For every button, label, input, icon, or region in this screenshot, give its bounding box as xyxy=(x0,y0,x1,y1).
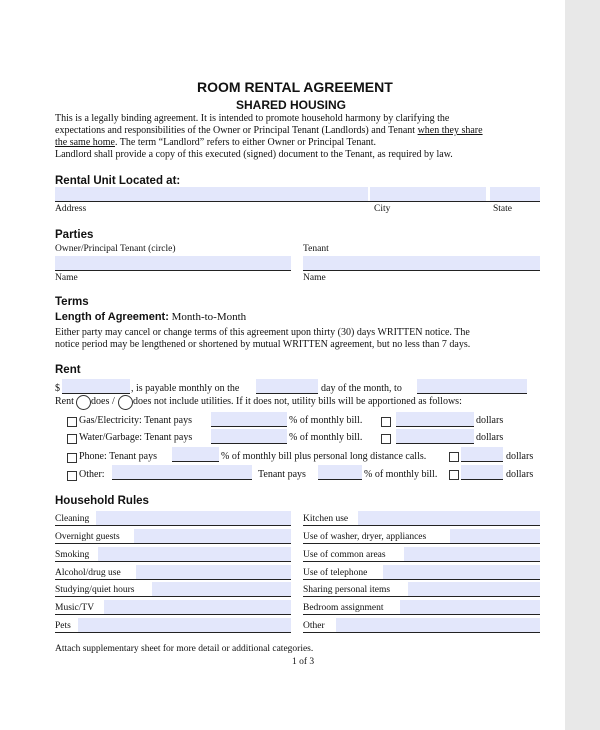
phone-label: Phone: Tenant pays xyxy=(79,451,157,462)
address-input[interactable] xyxy=(55,187,368,201)
other-dollars-checkbox[interactable] xyxy=(449,470,459,480)
intro-line-2: expectations and responsibilities of the Owner or Principal Tenant (Landlords) and Tenant when they share xyxy=(55,125,483,136)
viewer-side-strip xyxy=(565,0,600,730)
rule-label-pets: Pets xyxy=(55,621,71,631)
gas-dollars-input[interactable] xyxy=(396,412,474,426)
water-dollars-label: dollars xyxy=(476,432,504,443)
day-of-month-text: day of the month, to xyxy=(321,383,402,394)
rule-label-bedroom: Bedroom assignment xyxy=(303,603,384,613)
phone-percent-input[interactable] xyxy=(172,447,219,461)
rule-label-other: Other xyxy=(303,621,325,631)
document-page: ROOM RENTAL AGREEMENT SHARED HOUSING This is a legally binding agreement. It is intended to promote household harmony by clarifying the expectations and responsibilities of the Owner or Principal Tenant (Landlords) and Tenant when they share the same home. The term “Landlord” refers to either Owner or Principal Tenant. Landlord shall provide a copy of this executed (signed) document to the Tenant, as required by law. Rental Unit Located at: Address City State Parties Owner/Principal Tenant (circle) Tenant Name Name Terms Length of Agreement: Month-to-Month Either party may cancel or change terms of this agreement upon thirty (30) days WRITTEN notice. The notice period may be lengthened or shortened by mutual WRITTEN agreement, but no less than 7 days. Rent $ , is payable monthly on the day of the month, to Rent does / does not include utilities. If it does not, utility bills will be apportioned as follows: Gas/Electricity: Tenant pays % of monthly bill. dollars Water/Garbage: Tenant pays % of monthly bill. dollars Phone: Tenant pays % of monthly bill plus personal long distance calls. dollars Other: Tenant pays % of monthly bill. dollars Household Rules Cleaning Kitchen use Overnight guests Use of washer, dryer, appliances Smoking Use of common areas Alcohol/drug use Use of telephone Studying/quiet hours Sharing personal items Music/TV Bedroom assignment Pets Other Attach supplementary sheet for more detail or additional categories. 1 of 3 xyxy=(0,0,565,730)
phone-checkbox[interactable] xyxy=(67,453,77,463)
water-dollars-checkbox[interactable] xyxy=(381,434,391,444)
water-percent-label: % of monthly bill. xyxy=(289,432,363,443)
state-input[interactable] xyxy=(490,187,540,201)
payable-text: , is payable monthly on the xyxy=(131,383,240,394)
phone-dollars-label: dollars xyxy=(506,451,534,462)
gas-percent-label: % of monthly bill. xyxy=(289,415,363,426)
owner-name-input[interactable] xyxy=(55,256,291,270)
page-number: 1 of 3 xyxy=(292,657,315,667)
owner-name-label: Name xyxy=(55,273,78,283)
rule-input-cleaning[interactable] xyxy=(96,511,291,525)
notice-line-2: notice period may be lengthened or shortened by mutual WRITTEN agreement, but no less than 7 days. xyxy=(55,339,471,350)
rule-label-kitchen-use: Kitchen use xyxy=(303,514,349,524)
owner-name-line xyxy=(55,270,291,271)
rule-label-telephone: Use of telephone xyxy=(303,568,368,578)
household-rules-heading: Household Rules xyxy=(55,495,149,507)
rule-input-bedroom[interactable] xyxy=(400,600,540,614)
phone-dollars-checkbox[interactable] xyxy=(449,452,459,462)
rent-amount-input[interactable] xyxy=(62,379,130,393)
rule-label-alcohol-drug: Alcohol/drug use xyxy=(55,568,121,578)
rule-label-studying: Studying/quiet hours xyxy=(55,585,135,595)
rule-label-music-tv: Music/TV xyxy=(55,603,95,613)
rule-label-smoking: Smoking xyxy=(55,550,90,560)
water-checkbox[interactable] xyxy=(67,434,77,444)
intro-line-1: This is a legally binding agreement. It is intended to promote household harmony by clarifying the xyxy=(55,113,450,124)
rent-does-circle[interactable] xyxy=(76,395,91,410)
rule-label-personal-items: Sharing personal items xyxy=(303,585,391,595)
rule-label-common-areas: Use of common areas xyxy=(303,550,386,560)
rent-payee-input[interactable] xyxy=(417,379,527,393)
state-label: State xyxy=(493,204,512,214)
attach-note: Attach supplementary sheet for more detail or additional categories. xyxy=(55,644,314,654)
rule-input-common-areas[interactable] xyxy=(404,547,540,561)
terms-heading: Terms xyxy=(55,296,89,308)
other-tenant-pays-label: Tenant pays xyxy=(258,469,306,480)
rule-input-personal-items[interactable] xyxy=(408,582,540,596)
rule-input-smoking[interactable] xyxy=(98,547,291,561)
rent-day-line xyxy=(256,393,318,394)
rental-unit-line xyxy=(55,201,540,202)
gas-dollars-label: dollars xyxy=(476,415,504,426)
gas-dollars-checkbox[interactable] xyxy=(381,417,391,427)
tenant-name-label: Name xyxy=(303,273,326,283)
parties-heading: Parties xyxy=(55,229,94,241)
rule-label-washer-dryer: Use of washer, dryer, appliances xyxy=(303,532,427,542)
intro-line-3: the same home. The term “Landlord” refers to either Owner or Principal Tenant. xyxy=(55,137,377,148)
rule-label-overnight-guests: Overnight guests xyxy=(55,532,120,542)
other-checkbox[interactable] xyxy=(67,471,77,481)
rent-word: Rent xyxy=(55,396,74,407)
dollar-sign: $ xyxy=(55,383,60,394)
rent-does-not-circle[interactable] xyxy=(118,395,133,410)
rent-heading: Rent xyxy=(55,364,81,376)
owner-label: Owner/Principal Tenant (circle) xyxy=(55,244,176,254)
phone-dollars-input[interactable] xyxy=(461,447,503,461)
rule-label-cleaning: Cleaning xyxy=(55,514,90,524)
address-label: Address xyxy=(55,204,87,214)
water-percent-input[interactable] xyxy=(211,429,287,443)
rule-input-alcohol-drug[interactable] xyxy=(136,565,291,579)
length-of-agreement: Length of Agreement: Month-to-Month xyxy=(55,311,247,323)
rule-input-studying[interactable] xyxy=(152,582,291,596)
gas-label: Gas/Electricity: Tenant pays xyxy=(79,415,192,426)
rule-input-music-tv[interactable] xyxy=(104,600,291,614)
other-description-input[interactable] xyxy=(112,465,252,479)
does-word: does xyxy=(91,396,110,407)
tenant-name-input[interactable] xyxy=(303,256,540,270)
document-title: ROOM RENTAL AGREEMENT xyxy=(197,79,393,95)
rental-unit-heading: Rental Unit Located at: xyxy=(55,175,181,187)
rent-payee-line xyxy=(417,393,527,394)
rule-input-other[interactable] xyxy=(336,618,540,632)
rule-input-telephone[interactable] xyxy=(383,565,540,579)
rule-input-washer-dryer[interactable] xyxy=(450,529,540,543)
other-label: Other: xyxy=(79,469,105,480)
other-dollars-input[interactable] xyxy=(461,465,503,479)
other-percent-label: % of monthly bill. xyxy=(364,469,438,480)
notice-line-1: Either party may cancel or change terms of this agreement upon thirty (30) days WRITTEN notice. The xyxy=(55,327,470,338)
city-label: City xyxy=(374,204,391,214)
rent-amount-line xyxy=(62,393,130,394)
intro-line-4: Landlord shall provide a copy of this executed (signed) document to the Tenant, as required by law. xyxy=(55,149,453,160)
rule-input-pets[interactable] xyxy=(78,618,291,632)
other-dollars-label: dollars xyxy=(506,469,534,480)
rule-input-overnight-guests[interactable] xyxy=(134,529,291,543)
city-input[interactable] xyxy=(370,187,486,201)
water-label: Water/Garbage: Tenant pays xyxy=(79,432,193,443)
gas-checkbox[interactable] xyxy=(67,417,77,427)
document-subtitle: SHARED HOUSING xyxy=(236,98,347,112)
gas-percent-input[interactable] xyxy=(211,412,287,426)
does-not-text: does not include utilities. If it does not, utility bills will be apportioned as follows: xyxy=(133,396,462,407)
tenant-label: Tenant xyxy=(303,244,329,254)
phone-percent-label: % of monthly bill plus personal long distance calls. xyxy=(221,451,427,462)
other-percent-input[interactable] xyxy=(318,465,362,479)
rent-day-input[interactable] xyxy=(256,379,318,393)
water-dollars-input[interactable] xyxy=(396,429,474,443)
tenant-name-line xyxy=(303,270,540,271)
rule-input-kitchen-use[interactable] xyxy=(358,511,540,525)
